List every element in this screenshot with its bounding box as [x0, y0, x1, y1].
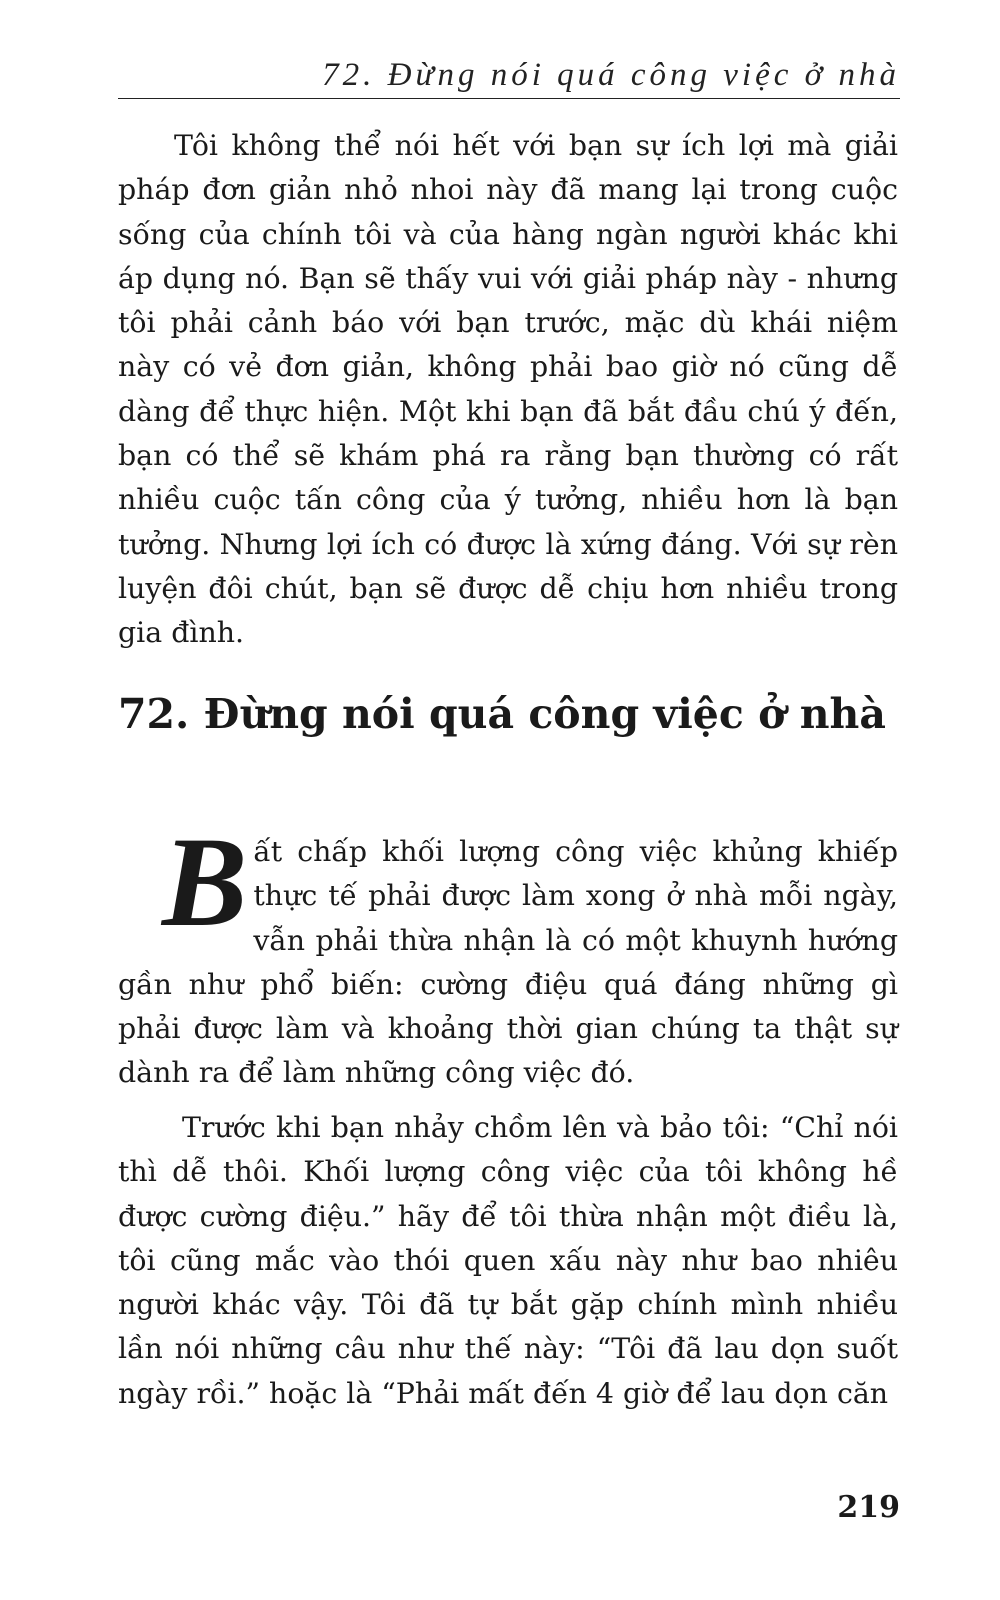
running-header: [118, 52, 900, 99]
page-number: 219: [837, 1490, 900, 1525]
section-heading: 72. Đừng nói quá công việc ở nhà: [118, 690, 886, 738]
running-header-title: 72. Đừng nói quá công việc ở nhà: [322, 57, 900, 93]
body-paragraph-1: Tôi không thể nói hết với bạn sự ích lợi mà giải pháp đơn giản nhỏ nhoi này đã mang lại trong cuộc sống của chính tôi và của hàng ngàn người khác khi áp dụng nó. Bạn sẽ thấy vui với giải pháp này - nhưng tôi phải cảnh báo với bạn trước, mặc dù khái niệm này có vẻ đơn giản, không phải bao giờ nó cũng dễ dàng để thực hiện. Một khi bạn đã bắt đầu chú ý đến, bạn có thể sẽ khám phá ra rằng bạn thường có rất nhiều cuộc tấn công của ý tưởng, nhiều hơn là bạn tưởng. Nhưng lợi ích có được là xứng đáng. Với sự rèn luyện đôi chút, bạn sẽ được dễ chịu hơn nhiều trong gia đình.: [118, 129, 898, 650]
body-paragraph-2: [118, 811, 898, 1096]
body-paragraph-2-text: ất chấp khối lượng công việc khủng khiếp thực tế phải được làm xong ở nhà mỗi ngày, vẫn phải thừa nhận là có một khuynh hướng gần như phổ biến: cường điệu quá đáng những gì phải được làm và khoảng thời gian chúng ta thật sự dành ra để làm những công việc đó.: [118, 835, 898, 1090]
body-paragraph-3: Trước khi bạn nhảy chồm lên và bảo tôi: “Chỉ nói thì dễ thôi. Khối lượng công việc của tôi không hề được cường điệu.” hãy để tôi thừa nhận một điều là, tôi cũng mắc vào thói quen xấu này như bao nhiêu người khác vậy. Tôi đã tự bắt gặp chính mình nhiều lần nói những câu như thế này: “Tôi đã lau dọn suốt ngày rồi.” hoặc là “Phải mất đến 4 giờ để lau dọn căn: [118, 1111, 898, 1410]
drop-cap-letter: B: [162, 811, 246, 953]
